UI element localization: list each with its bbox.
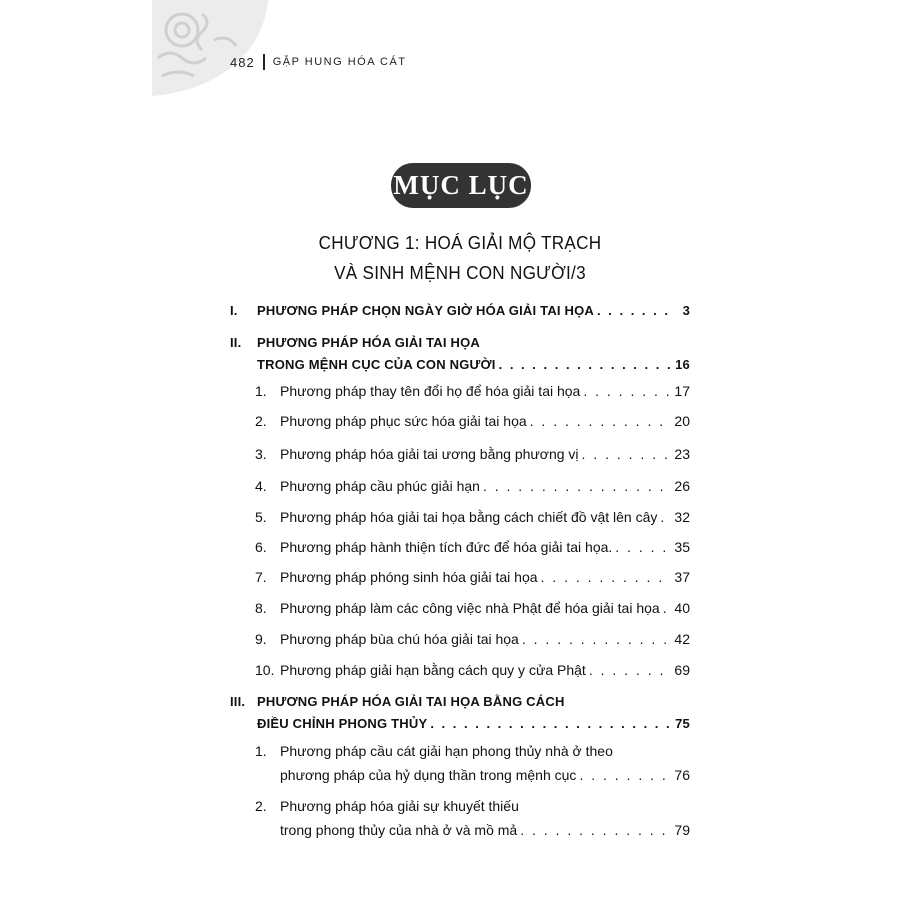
toc-entry[interactable] bbox=[230, 715, 690, 733]
page-ref: 23 bbox=[674, 446, 690, 462]
item-label: Phương pháp thay tên đổi họ để hóa giải tai họa bbox=[280, 383, 581, 399]
leader-dots bbox=[583, 382, 671, 400]
decorative-ornament bbox=[152, 0, 268, 96]
toc-entry[interactable] bbox=[230, 766, 690, 784]
item-number: 3. bbox=[255, 446, 267, 462]
leader-dots bbox=[582, 445, 672, 463]
page-ref: 32 bbox=[674, 509, 690, 525]
running-header bbox=[230, 54, 407, 70]
section-label-line1: PHƯƠNG PHÁP HÓA GIẢI TAI HỌA bbox=[257, 335, 480, 350]
leader-dots bbox=[660, 508, 671, 526]
item-number: 4. bbox=[255, 478, 267, 494]
item-number: 10. bbox=[255, 662, 275, 678]
item-label: Phương pháp phóng sinh hóa giải tai họa bbox=[280, 569, 538, 585]
page-ref: 40 bbox=[674, 600, 690, 616]
item-number: 2. bbox=[255, 413, 267, 429]
item-number: 7. bbox=[255, 569, 267, 585]
leader-dots bbox=[499, 356, 673, 374]
leader-dots bbox=[483, 477, 671, 495]
toc-entry[interactable] bbox=[230, 508, 690, 526]
page-ref: 75 bbox=[675, 716, 690, 731]
item-label-line1: Phương pháp hóa giải sự khuyết thiếu bbox=[280, 798, 519, 814]
toc-entry[interactable] bbox=[230, 599, 690, 617]
section-label-line1: PHƯƠNG PHÁP HÓA GIẢI TAI HỌA BẰNG CÁCH bbox=[257, 694, 565, 709]
header-divider bbox=[263, 54, 265, 70]
page-ref: 16 bbox=[675, 357, 690, 372]
item-label: Phương pháp bùa chú hóa giải tai họa bbox=[280, 631, 519, 647]
item-label: Phương pháp làm các công việc nhà Phật để hóa giải tai họa bbox=[280, 600, 660, 616]
toc-entry[interactable] bbox=[230, 445, 690, 463]
leader-dots bbox=[522, 630, 672, 648]
item-label: Phương pháp hóa giải tai ương bằng phương vị bbox=[280, 446, 579, 462]
item-number: 1. bbox=[255, 743, 267, 759]
toc-entry[interactable] bbox=[230, 356, 690, 374]
leader-dots bbox=[430, 715, 672, 733]
page-number: 482 bbox=[230, 54, 255, 70]
section-number: II. bbox=[230, 335, 242, 350]
item-number: 6. bbox=[255, 539, 267, 555]
section-number: III. bbox=[230, 694, 246, 709]
toc-entry[interactable] bbox=[230, 382, 690, 400]
section-number: I. bbox=[230, 303, 238, 318]
item-number: 2. bbox=[255, 798, 267, 814]
toc-entry[interactable] bbox=[230, 821, 690, 839]
item-label: Phương pháp giải hạn bằng cách quy y cửa Phật bbox=[280, 662, 586, 678]
item-label-line2: trong phong thủy của nhà ở và mồ mả bbox=[280, 822, 518, 838]
page-ref: 79 bbox=[674, 822, 690, 838]
page-ref: 3 bbox=[682, 303, 690, 318]
item-label: Phương pháp hành thiện tích đức để hóa giải tai họa. bbox=[280, 539, 613, 555]
page-ref: 42 bbox=[674, 631, 690, 647]
toc-title: MỤC LỤC bbox=[391, 163, 531, 208]
page-ref: 76 bbox=[674, 767, 690, 783]
item-label-line2: phương pháp của hỷ dụng thần trong mệnh cục bbox=[280, 767, 577, 783]
toc-entry[interactable] bbox=[230, 630, 690, 648]
item-label: Phương pháp phục sức hóa giải tai họa bbox=[280, 413, 527, 429]
page-ref: 26 bbox=[674, 478, 690, 494]
leader-dots bbox=[597, 302, 673, 320]
item-number: 1. bbox=[255, 383, 267, 399]
book-title: GẶP HUNG HÓA CÁT bbox=[272, 56, 407, 68]
section-label-line2: ĐIỀU CHỈNH PHONG THỦY bbox=[257, 716, 428, 731]
leader-dots bbox=[579, 766, 671, 784]
page-ref: 37 bbox=[674, 569, 690, 585]
toc-entry[interactable] bbox=[230, 568, 690, 586]
section-label-line2: TRONG MỆNH CỤC CỦA CON NGƯỜI bbox=[257, 357, 496, 372]
page-ref: 20 bbox=[674, 413, 690, 429]
item-label: Phương pháp hóa giải tai họa bằng cách chiết đồ vật lên cây bbox=[280, 509, 658, 525]
item-number: 8. bbox=[255, 600, 267, 616]
item-label-line1: Phương pháp cầu cát giải hạn phong thủy nhà ở theo bbox=[280, 743, 613, 759]
chapter-title-line1: CHƯƠNG 1: HOÁ GIẢI MỘ TRẠCH bbox=[318, 233, 602, 253]
page-ref: 69 bbox=[674, 662, 690, 678]
item-label: Phương pháp cầu phúc giải hạn bbox=[280, 478, 480, 494]
leader-dots bbox=[589, 661, 672, 679]
item-number: 5. bbox=[255, 509, 267, 525]
toc-entry[interactable] bbox=[230, 302, 690, 320]
leader-dots bbox=[520, 821, 671, 839]
item-number: 9. bbox=[255, 631, 267, 647]
page-ref: 17 bbox=[674, 383, 690, 399]
toc-entry[interactable] bbox=[230, 661, 690, 679]
toc-entry[interactable] bbox=[230, 412, 690, 430]
section-label: PHƯƠNG PHÁP CHỌN NGÀY GIỜ HÓA GIẢI TAI HỌA bbox=[257, 303, 595, 318]
toc-entry[interactable] bbox=[230, 538, 690, 556]
page-ref: 35 bbox=[674, 539, 690, 555]
leader-dots bbox=[541, 568, 672, 586]
toc-entry[interactable] bbox=[230, 477, 690, 495]
leader-dots bbox=[615, 538, 671, 556]
leader-dots bbox=[530, 412, 672, 430]
leader-dots bbox=[663, 599, 672, 617]
chapter-title-line2: VÀ SINH MỆNH CON NGƯỜI/3 bbox=[334, 263, 586, 283]
